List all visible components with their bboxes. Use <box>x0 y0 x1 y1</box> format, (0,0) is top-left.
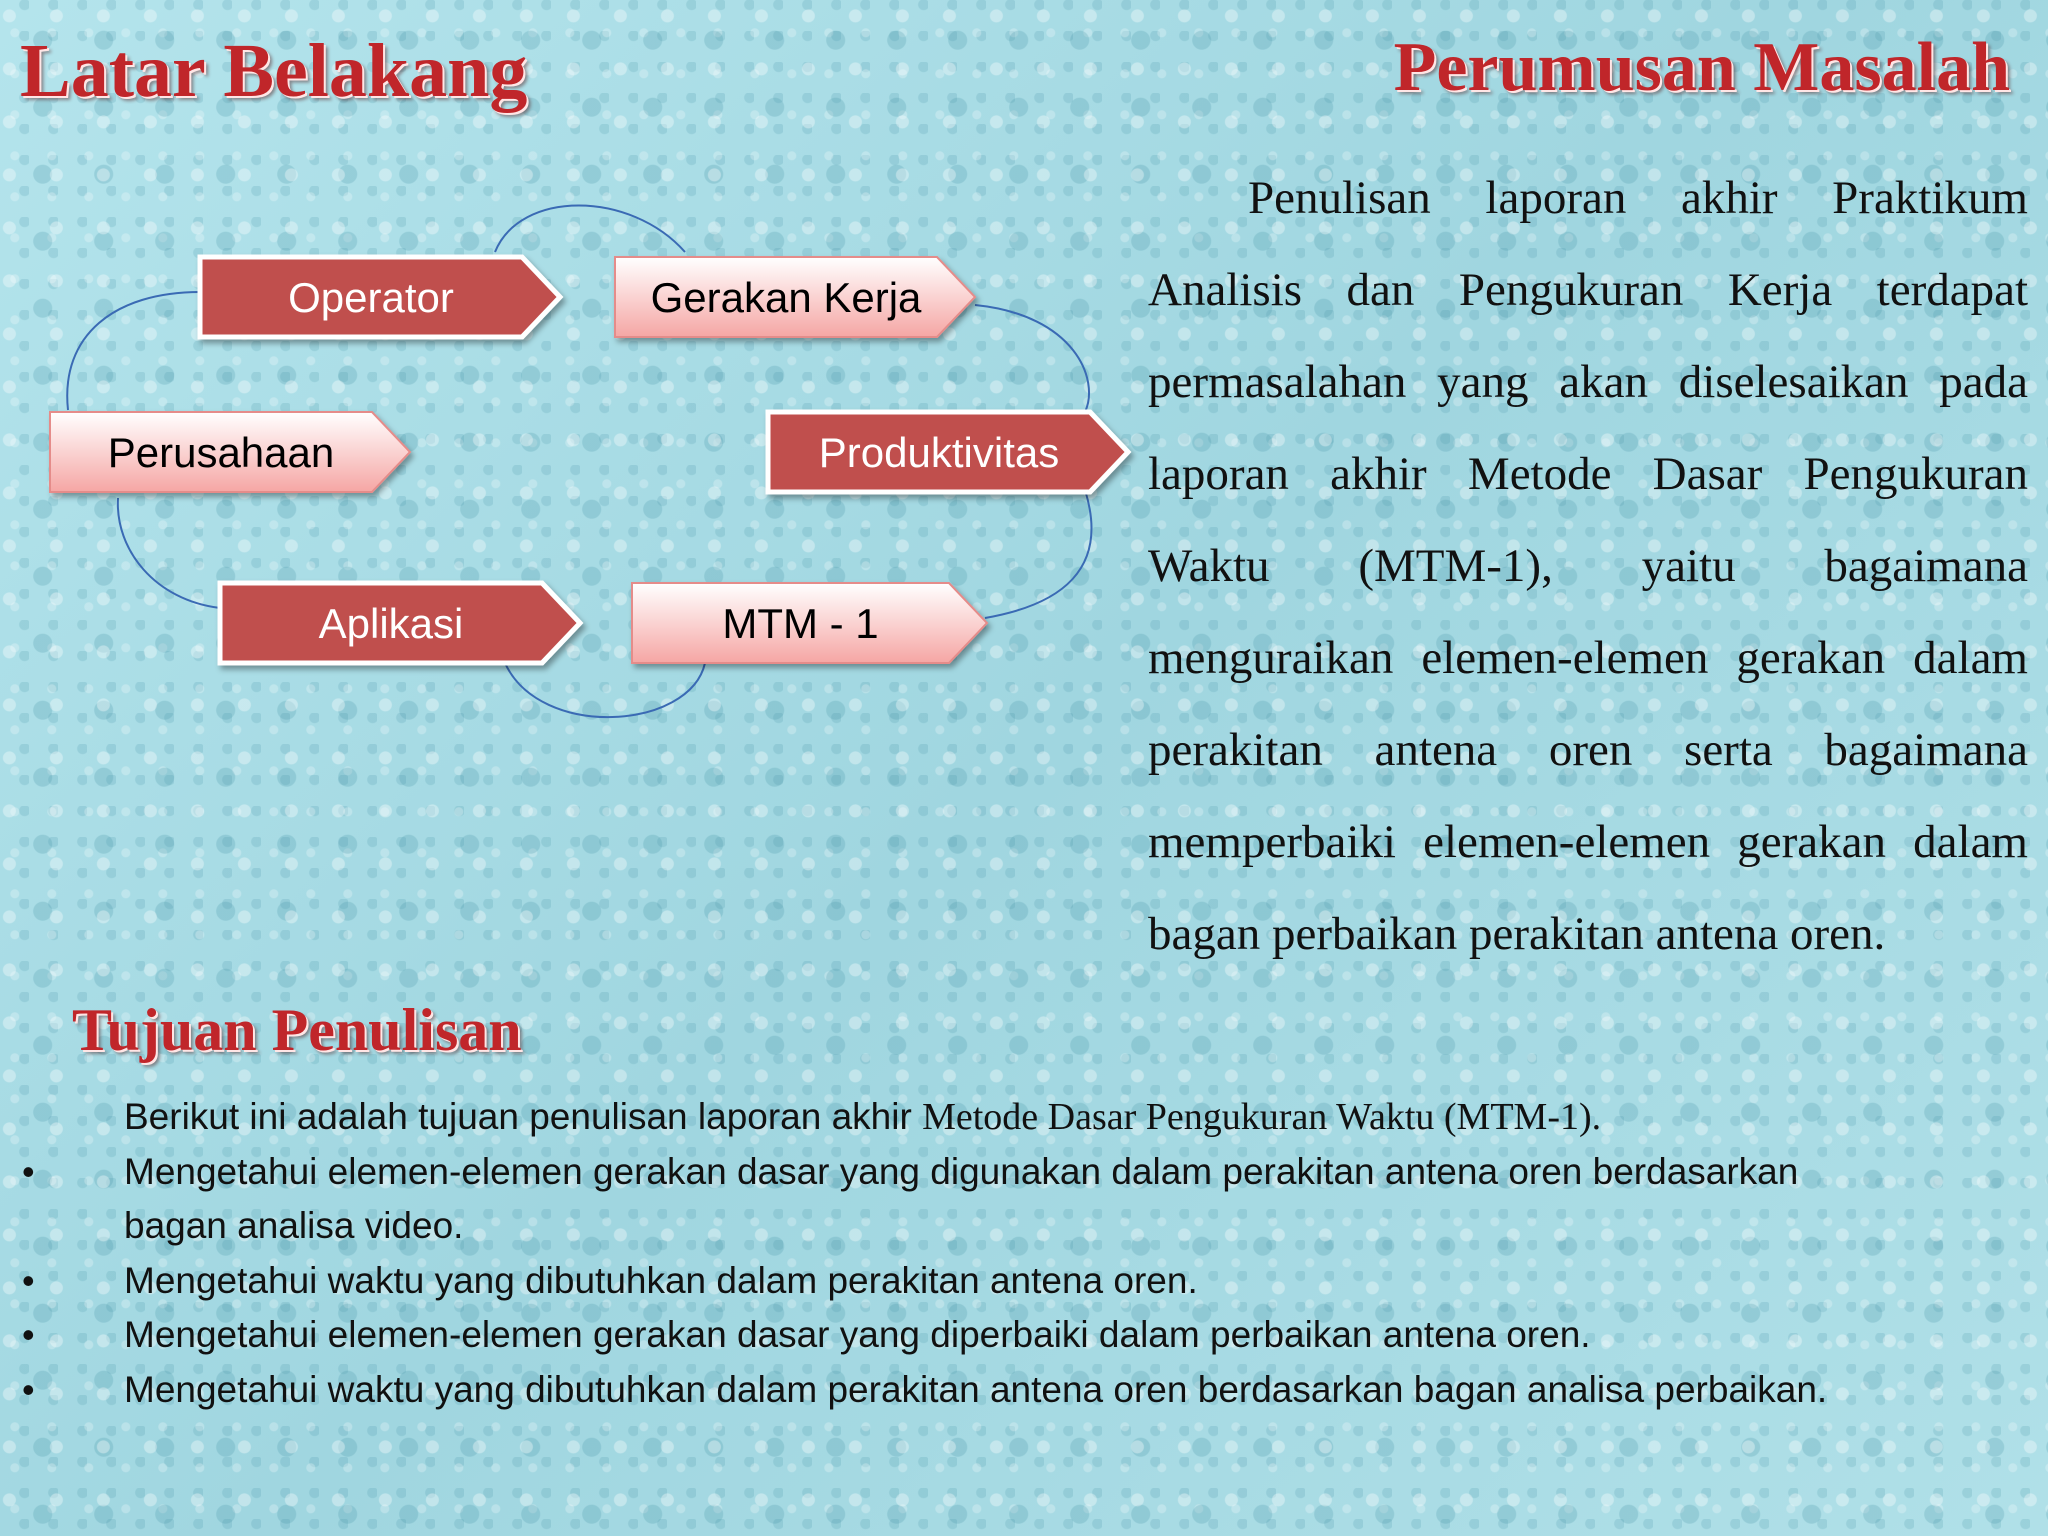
goal-text: Mengetahui waktu yang dibutuhkan dalam perakitan antena oren berdasarkan bagan analisa perbaikan. <box>124 1368 1828 1410</box>
goal-item <box>0 1145 2048 1254</box>
connector-gerakan-produktivitas <box>975 305 1089 412</box>
node-aplikasi <box>220 583 580 663</box>
node-gerakan-kerja <box>615 257 975 337</box>
node-label: Operator <box>288 274 454 321</box>
bullet-icon: • <box>22 1150 35 1192</box>
bullet-icon: • <box>22 1368 35 1410</box>
goal-text: Mengetahui elemen-elemen gerakan dasar yang diperbaiki dalam perbaikan antena oren. <box>124 1314 1591 1355</box>
goals-intro-method: Metode Dasar Pengukuran Waktu (MTM-1). <box>922 1096 1602 1138</box>
goal-item <box>0 1254 2048 1309</box>
node-produktivitas <box>768 412 1128 492</box>
connector-perusahaan-operator <box>67 292 200 410</box>
connector-aplikasi-perusahaan <box>118 498 220 608</box>
bullet-icon: • <box>22 1259 35 1301</box>
goals-intro-text: Berikut ini adalah tujuan penulisan laporan akhir <box>124 1096 912 1137</box>
node-label: MTM - 1 <box>722 600 879 647</box>
connector-operator-gerakan <box>495 206 685 253</box>
latar-belakang-heading: Latar Belakang <box>20 29 528 113</box>
tujuan-penulisan-heading: Tujuan Penulisan <box>72 997 522 1063</box>
goal-text: Mengetahui waktu yang dibutuhkan dalam perakitan antena oren. <box>124 1259 1198 1301</box>
background-cycle-diagram <box>0 150 1140 770</box>
node-label: Perusahaan <box>107 429 335 476</box>
node-label: Aplikasi <box>318 600 464 647</box>
goals-intro <box>0 1090 2048 1145</box>
goals-list <box>0 1145 2048 1418</box>
perumusan-masalah-heading: Perumusan Masalah <box>1393 29 2010 106</box>
node-label: Gerakan Kerja <box>650 274 922 321</box>
connector-produktivitas-mtm <box>985 490 1092 618</box>
node-perusahaan <box>50 412 410 492</box>
connector-mtm-aplikasi <box>505 663 705 717</box>
node-label: Produktivitas <box>818 429 1060 476</box>
problem-statement: Penulisan laporan akhir Praktikum Analisis dan Pengukuran Kerja terdapat permasalahan yang akan diselesaikan pada laporan akhir Metode Dasar Pengukuran Waktu (MTM-1), yaitu bagaimana menguraikan elemen-elemen gerakan dalam perakitan antena oren serta bagaimana memperbaiki elemen-elemen gerakan dalam bagan perbaikan perakitan antena oren. <box>1148 172 2028 960</box>
goal-item <box>0 1308 2048 1363</box>
goal-text: Mengetahui elemen-elemen gerakan dasar yang digunakan dalam perakitan antena oren berdasarkan bagan analisa video. <box>124 1150 1799 1246</box>
goals-section <box>0 1090 2048 1417</box>
bullet-icon: • <box>22 1314 35 1355</box>
node-operator <box>200 257 560 337</box>
goal-item <box>0 1363 2048 1418</box>
node-mtm-1 <box>632 583 987 663</box>
